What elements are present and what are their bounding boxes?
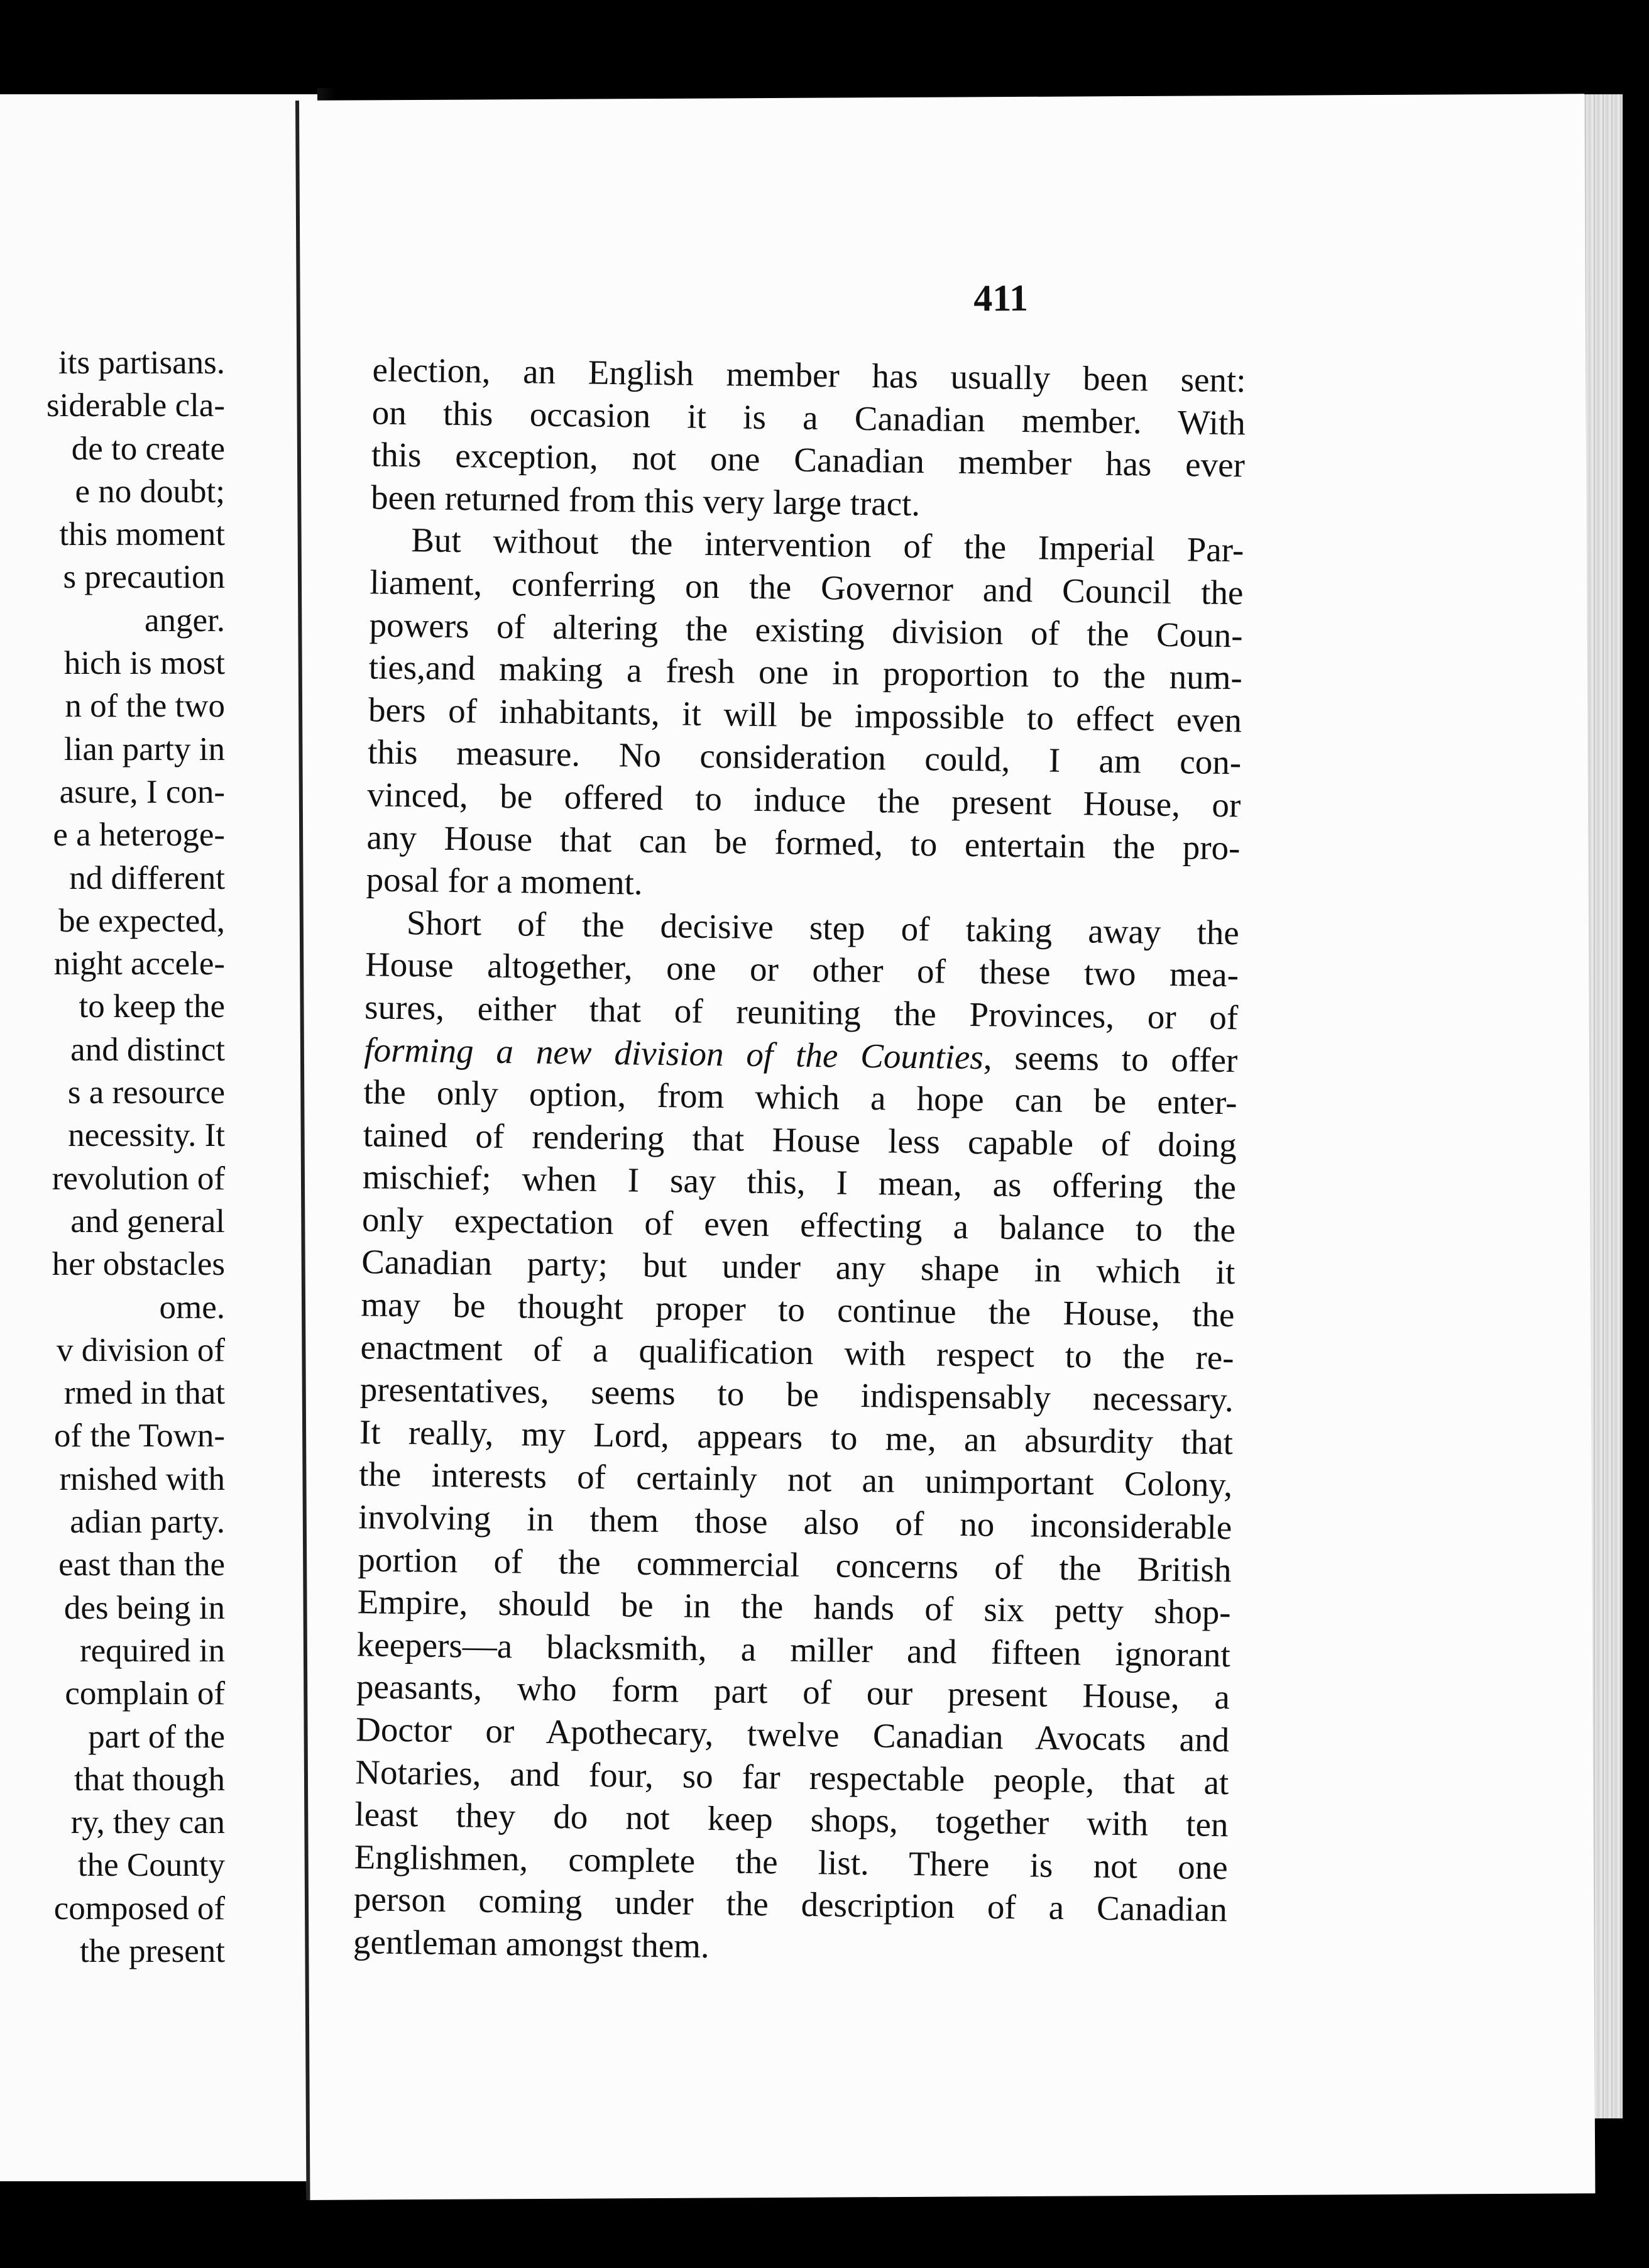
left-page xyxy=(0,94,320,2181)
left-text-line: des being in xyxy=(63,1589,225,1626)
left-text-line: and general xyxy=(70,1203,225,1240)
text-line: tained of rendering that House less capable of doing xyxy=(363,1115,1237,1164)
text-line: election, an English member has usually been sent: xyxy=(372,350,1246,400)
left-text-line: anger. xyxy=(144,602,225,639)
text-line: presentatives, seems to be indispensably necessary. xyxy=(359,1370,1234,1419)
left-text-line: s a resource xyxy=(67,1074,225,1111)
page-number: 411 xyxy=(973,277,1029,319)
left-text-line: v division of xyxy=(57,1331,225,1368)
left-text-line: to keep the xyxy=(79,988,225,1025)
left-text-line: and distinct xyxy=(70,1031,225,1068)
text-line: the only option, from which a hope can be enter- xyxy=(363,1072,1237,1122)
left-text-line: de to create xyxy=(71,430,225,467)
left-text-line: the County xyxy=(77,1847,225,1884)
left-text-line: rnished with xyxy=(59,1460,225,1497)
text-line: Short of the decisive step of taking away the xyxy=(406,903,1240,952)
text-line: gentleman amongst them. xyxy=(353,1922,710,1966)
text-line: keepers—a blacksmith, a miller and fifteen ignorant xyxy=(356,1625,1231,1674)
text-line: Empire, should be in the hands of six petty shop- xyxy=(357,1582,1231,1632)
left-text-line: the present xyxy=(79,1932,225,1969)
text-line: But without the intervention of the Imperial Par- xyxy=(410,520,1244,570)
text-line: bers of inhabitants, it will be impossible to effect even xyxy=(368,690,1242,740)
text-line: the interests of certainly not an unimportant Colony, xyxy=(358,1455,1233,1504)
left-text-line: east than the xyxy=(58,1546,225,1583)
text-line: been returned from this very large tract. xyxy=(370,478,921,523)
left-text-line: required in xyxy=(79,1632,225,1669)
left-text-line: ry, they can xyxy=(70,1804,225,1841)
left-text-line: rmed in that xyxy=(63,1375,225,1412)
text-line: ties,and making a fresh one in proportion to the num- xyxy=(368,647,1243,697)
text-line: person coming under the description of a Canadian xyxy=(353,1880,1228,1929)
text-line: least they do not keep shops, together with ten xyxy=(354,1795,1229,1844)
left-text-line: ome. xyxy=(159,1289,225,1326)
text-line: vinced, be offered to induce the present House, or xyxy=(367,775,1241,825)
text-line: involving in them those also of no inconsiderable xyxy=(358,1497,1232,1547)
left-text-line: of the Town- xyxy=(53,1418,225,1455)
left-text-line: adian party. xyxy=(70,1504,225,1541)
left-text-line: e no doubt; xyxy=(75,473,225,510)
text-line: liament, conferring on the Governor and Council the xyxy=(370,563,1244,612)
text-line: Englishmen, complete the list. There is not one xyxy=(354,1837,1229,1886)
text-line: on this occasion it is a Canadian member. With xyxy=(371,392,1246,442)
left-text-line: be expected, xyxy=(58,902,225,939)
text-line: Canadian party; but under any shape in which it xyxy=(361,1242,1235,1292)
text-line: House altogether, one or other of these two mea- xyxy=(364,945,1239,994)
left-text-line: e a heteroge- xyxy=(53,817,225,854)
left-text-line: that though xyxy=(74,1761,225,1798)
left-text-line: asure, I con- xyxy=(59,773,225,810)
left-text-line: her obstacles xyxy=(52,1246,225,1283)
text-line: enactment of a qualification with respect to the re- xyxy=(360,1327,1234,1377)
left-text-line: lian party in xyxy=(63,730,225,768)
text-line: sures, either that of reuniting the Provinces, or of xyxy=(364,988,1239,1037)
text-line: Doctor or Apothecary, twelve Canadian Avocats and xyxy=(355,1710,1230,1759)
text-line: mischief; when I say this, I mean, as offering the xyxy=(362,1157,1237,1207)
body-text xyxy=(353,348,1246,1973)
left-text-line: composed of xyxy=(53,1890,225,1927)
text-line: Notaries, and four, so far respectable people, that at xyxy=(355,1752,1229,1802)
text-line: may be thought proper to continue the House, the xyxy=(361,1285,1235,1335)
text-line: posal for a moment. xyxy=(366,860,643,902)
italic-phrase: forming a new division of the Counties xyxy=(364,1030,984,1076)
text-line: It really, my Lord, appears to me, an absurdity that xyxy=(359,1412,1234,1462)
text-line: portion of the commercial concerns of the British xyxy=(358,1539,1232,1589)
left-text-line: necessity. It xyxy=(68,1117,225,1154)
right-page xyxy=(295,94,1595,2200)
left-text-line: hich is most xyxy=(63,645,225,682)
left-text-line: siderable cla- xyxy=(47,387,225,424)
left-text-line: nd different xyxy=(69,859,225,896)
text-line: powers of altering the existing division of the Coun- xyxy=(369,605,1243,654)
left-text-line: night accele- xyxy=(53,945,225,983)
left-text-line: part of the xyxy=(88,1718,225,1755)
text-line: this measure. No consideration could, I am con- xyxy=(367,732,1242,782)
left-text-line: n of the two xyxy=(65,688,225,725)
text-line-rest: , seems to offer xyxy=(983,1037,1238,1079)
text-line: any House that can be formed, to entertain the pro- xyxy=(366,817,1241,867)
text-line: peasants, who form part of our present House, a xyxy=(356,1667,1230,1717)
left-text-line: this moment xyxy=(59,516,225,553)
left-text-line: revolution of xyxy=(52,1160,225,1197)
text-line: only expectation of even effecting a balance to the xyxy=(361,1200,1236,1250)
text-line: this exception, not one Canadian member has ever xyxy=(371,435,1246,485)
left-page-text xyxy=(47,341,225,1973)
left-text-line: its partisans. xyxy=(58,344,225,381)
left-text-line: s precaution xyxy=(63,559,225,596)
left-text-line: complain of xyxy=(65,1675,225,1712)
